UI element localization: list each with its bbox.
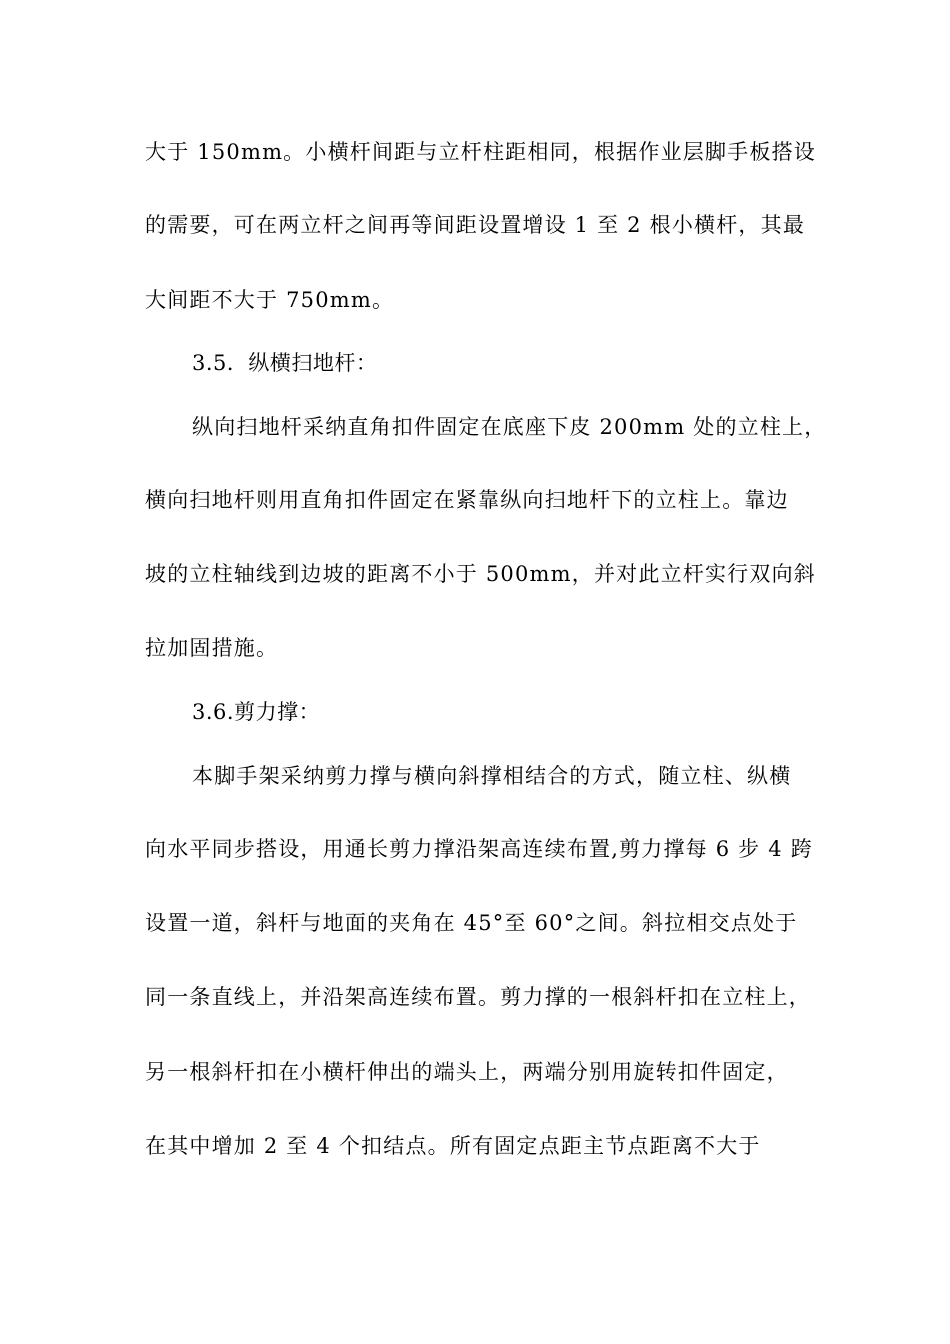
body-text-line-1: 大于 150mm。小横杆间距与立杆柱距相同，根据作业层脚手板搭设 xyxy=(145,140,816,164)
body-text-line-12: 设置一道，斜杆与地面的夹角在 45°至 60°之间。斜拉相交点处于 xyxy=(145,911,798,935)
body-text-line-14: 另一根斜杆扣在小横杆伸出的端头上，两端分别用旋转扣件固定， xyxy=(145,1060,789,1084)
body-text-line-10: 本脚手架采纳剪力撑与横向斜撑相结合的方式，随立柱、纵横 xyxy=(192,764,792,788)
body-text-line-3: 大间距不大于 750mm。 xyxy=(145,288,395,312)
body-text-line-2: 的需要，可在两立杆之间再等间距设置增设 1 至 2 根小横杆，其最 xyxy=(145,213,806,237)
body-text-line-5: 纵向扫地杆采纳直角扣件固定在底座下皮 200mm 处的立柱上， xyxy=(192,415,827,439)
body-text-line-7: 坡的立柱轴线到边坡的距离不小于 500mm，并对此立杆实行双向斜 xyxy=(145,562,816,586)
section-heading-3-6: 3.6.剪力撑： xyxy=(192,700,321,724)
section-heading-3-5: 3.5．纵横扫地杆： xyxy=(192,351,378,375)
body-text-line-15: 在其中增加 2 至 4 个扣结点。所有固定点距主节点距离不大于 xyxy=(145,1134,761,1158)
body-text-line-13: 同一条直线上，并沿架高连续布置。剪力撑的一根斜杆扣在立柱上， xyxy=(145,985,811,1009)
body-text-line-8: 拉加固措施。 xyxy=(145,636,279,660)
body-text-line-6: 横向扫地杆则用直角扣件固定在紧靠纵向扫地杆下的立柱上。靠边 xyxy=(145,488,789,512)
body-text-line-11: 向水平同步搭设，用通长剪力撑沿架高连续布置,剪力撑每 6 步 4 跨 xyxy=(145,837,813,861)
